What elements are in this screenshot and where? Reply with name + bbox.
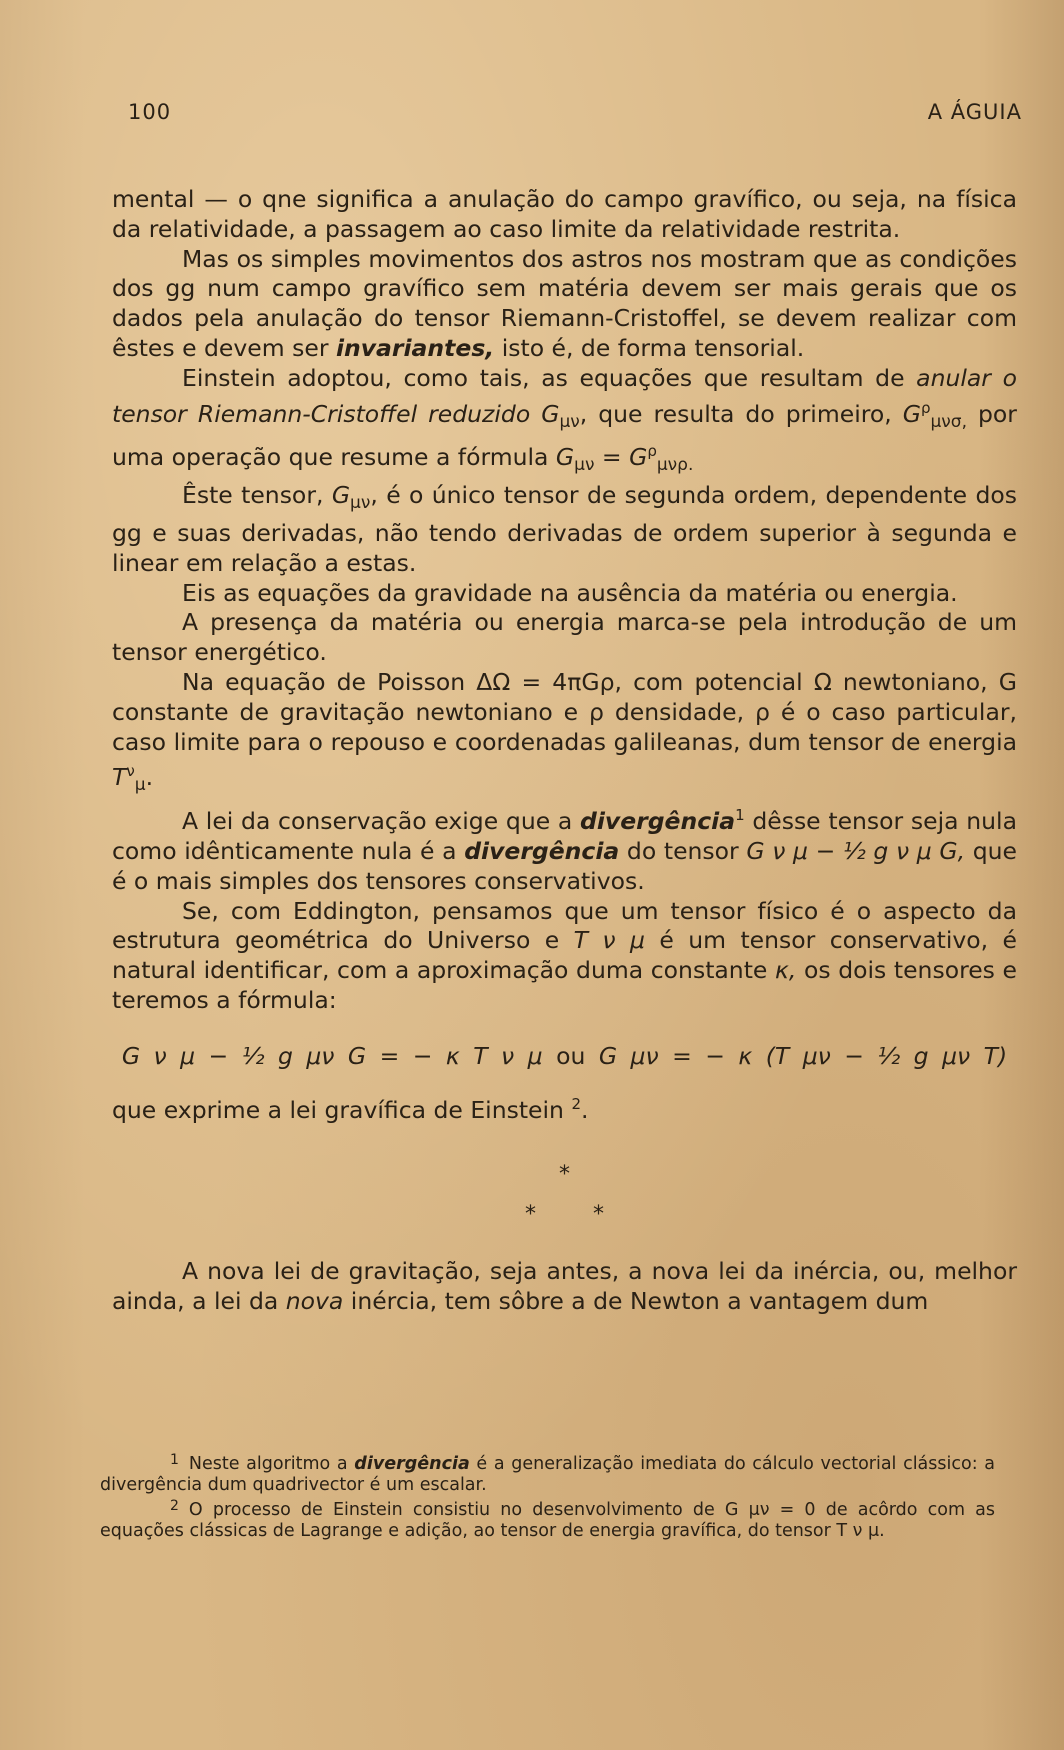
body-text	[112, 185, 1017, 1317]
footnotes	[100, 1450, 995, 1542]
paragraph-8: A lei da conservação exige que a divergência$^1$ dêsse tensor seja nula como idênticamente nula é a divergência do tensor G ν μ − ½ g ν μ G, que é o mais simples dos tensores conservativos.	[112, 806, 1017, 895]
paragraph-4: Êste tensor, $G_{\mu\nu}$, é o único tensor de segunda ordem, dependente dos gg e suas derivadas, não tendo derivadas de ordem superior à segunda e linear em relação a estas.	[112, 481, 1017, 577]
page-number: 100	[128, 100, 172, 124]
section-break-asterisks	[112, 1155, 1017, 1235]
einstein-field-equation	[112, 1042, 1017, 1072]
equation-right: G μν = − κ (T μν − ½ g μν T)	[598, 1041, 1008, 1070]
paragraph-7: Na equação de Poisson ΔΩ = 4πGρ, com potencial Ω newtoniano, G constante de gravitação newtoniano e ρ densidade, ρ é o caso particular, caso limite para o repouso e coordenadas galileanas, dum tensor de energia $T^\nu_\mu$.	[112, 667, 1017, 796]
asterisk-top: *	[559, 1162, 570, 1188]
paragraph-10: que exprime a lei gravífica de Einstein $^2$.	[112, 1094, 589, 1124]
paragraph-5: Eis as equações da gravidade na ausência da matéria ou energia.	[182, 578, 958, 607]
running-title: A ÁGUIA	[927, 100, 1022, 124]
equation-left: G ν μ − ½ g μν G = − κ T ν μ	[121, 1041, 543, 1070]
paragraph-11: A nova lei de gravitação, seja antes, a nova lei da inércia, ou, melhor ainda, a lei da nova inércia, tem sôbre a de Newton a vantagem dum	[112, 1257, 1017, 1316]
footnote-2: $^2$ O processo de Einstein consistiu no desenvolvimento de G μν = 0 de acôrdo com as equações clássicas de Lagrange e adição, ao tensor de energia gravífica, do tensor T ν μ.	[100, 1498, 995, 1541]
paragraph-3: Einstein adoptou, como tais, as equações que resultam de anular o tensor Riemann-Cristoffel reduzido $G_{\mu\nu}$, que resulta do primeiro, $G^\rho_{\mu\nu\sigma,}$ por uma operação que resume a fórmula $G_{\mu\nu} = G^\rho_{\mu\nu\rho.}$	[112, 363, 1017, 476]
paragraph-9: Se, com Eddington, pensamos que um tensor físico é o aspecto da estrutura geométrica do Universo e T ν μ é um tensor conservativo, é natural identificar, com a aproximação duma constante κ, os dois tensores e teremos a fórmula:	[112, 896, 1017, 1014]
paragraph-1: mental — o qne significa a anulação do campo gravífico, ou seja, na física da relatividade, a passagem ao caso limite da relatividade restrita.	[112, 185, 1017, 243]
equation-or: ou	[556, 1041, 586, 1070]
asterisk-bottom: * *	[525, 1202, 604, 1228]
paragraph-2: Mas os simples movimentos dos astros nos mostram que as condições dos gg num campo gravífico sem matéria devem ser mais gerais que os dados pela anulação do tensor Riemann-Cristoffel, se devem realizar com êstes e devem ser invariantes, isto é, de forma tensorial.	[112, 244, 1017, 362]
footnote-1: $^1$ Neste algoritmo a divergência é a generalização imediata do cálculo vectorial clássico: a divergência dum quadrivector é um escalar.	[100, 1452, 995, 1495]
paragraph-6: A presença da matéria ou energia marca-se pela introdução de um tensor energético.	[112, 608, 1017, 667]
